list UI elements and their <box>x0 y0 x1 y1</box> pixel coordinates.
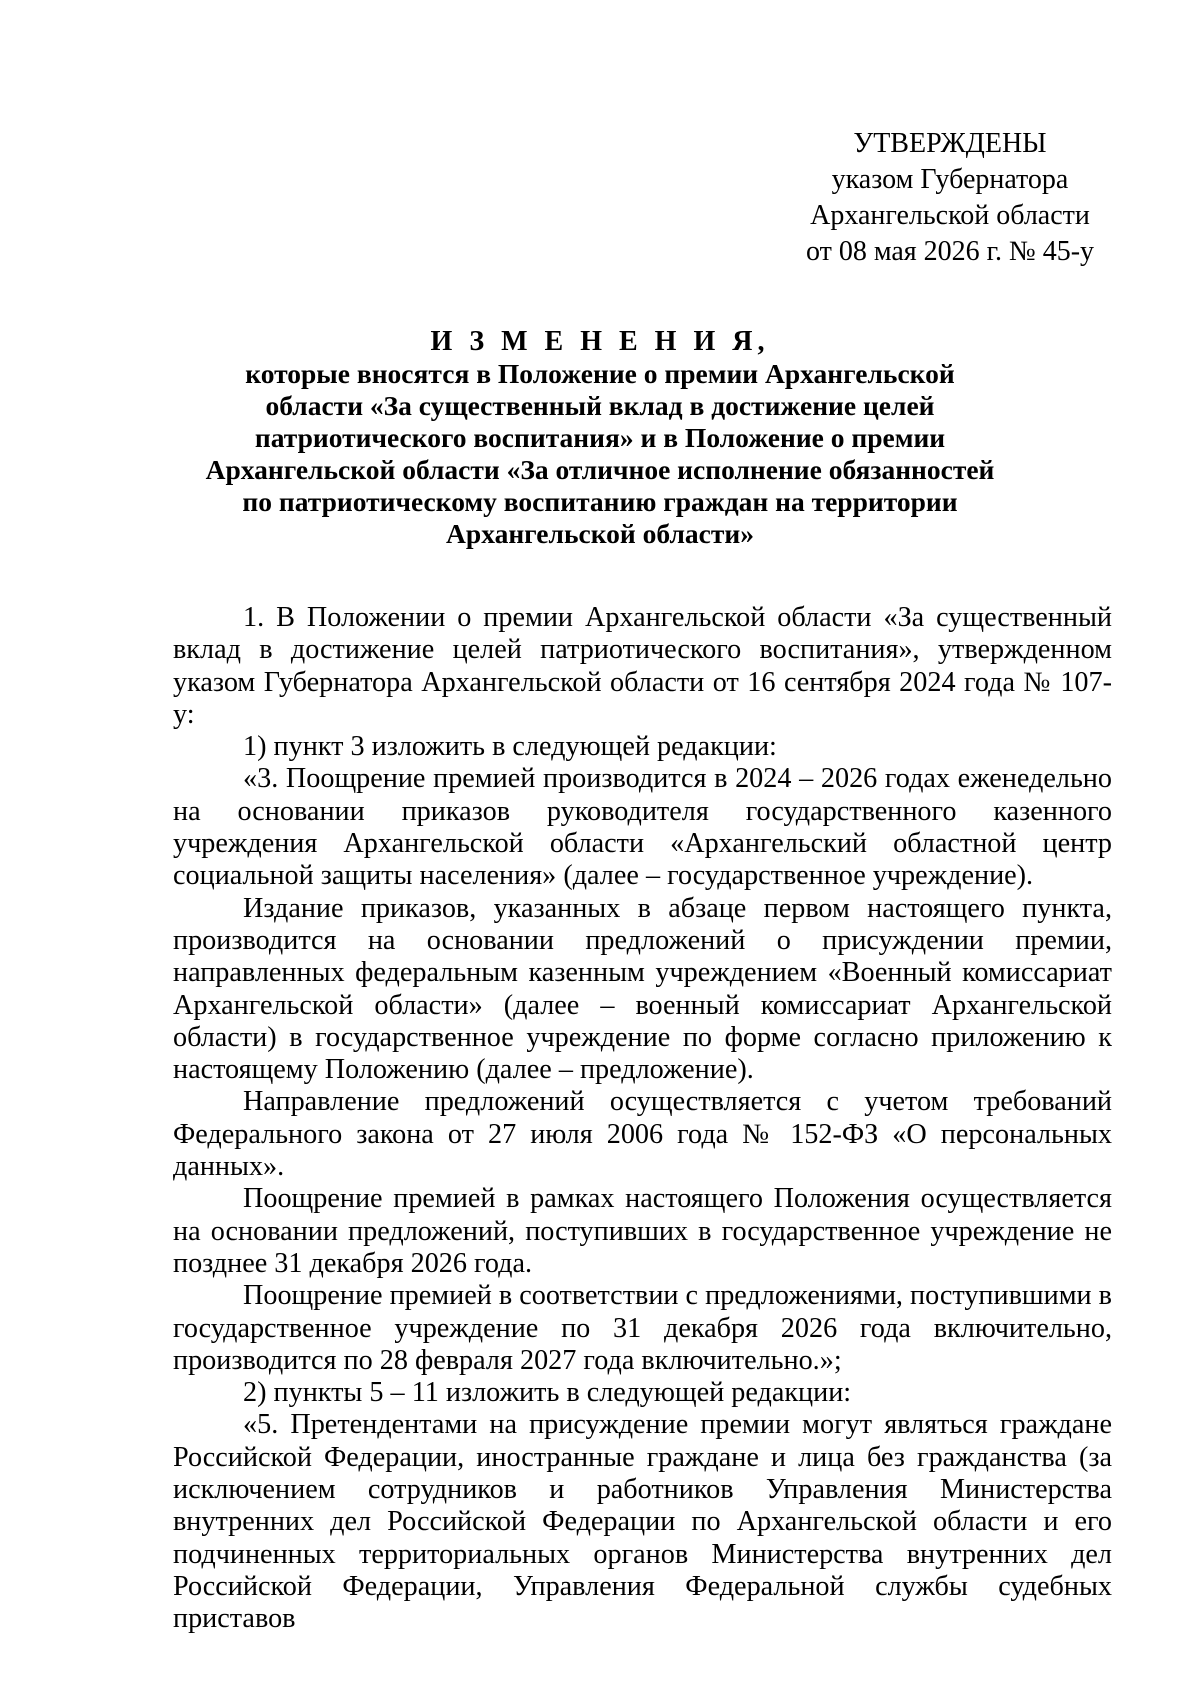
approval-line-decree: указом Губернатора <box>831 164 1069 195</box>
paragraph: «3. Поощрение премией производится в 2024 – 2026 годах еженедельно на основании приказов руководителя государственного казенного учреждения Архангельской области «Архангельский областной центр социальной защиты населения» (далее – государственное учреждение). <box>173 763 1112 892</box>
title-line: области «За существенный вклад в достижение целей <box>265 390 935 421</box>
paragraph: Направление предложений осуществляется с учетом требований Федерального закона от 27 июля 2006 года № 152-ФЗ «О персональных данных». <box>173 1086 1112 1183</box>
paragraph: 1. В Положении о премии Архангельской области «За существенный вклад в достижение целей патриотического воспитания», утвержденном указом Губернатора Архангельской области от 16 сентября 2024 года № 107-у: <box>173 602 1112 730</box>
paragraph: 1) пункт 3 изложить в следующей редакции: <box>243 731 777 763</box>
paragraph: Поощрение премией в соответствии с предложениями, поступившими в государственное учреждение по 31 декабря 2026 года включительно, производится по 28 февраля 2027 года включительно.»; <box>173 1280 1112 1376</box>
paragraph: «5. Претендентами на присуждение премии могут являться граждане Российской Федерации, иностранные граждане и лица без гражданства (за исключением сотрудников и работников Управления Министерства внутренних дел Российской Федерации по Архангельской области и его подчиненных территориальных органов Министерства внутренних дел Российской Федерации, Управления Федеральной службы судебных приставов <box>173 1409 1112 1635</box>
title-line: по патриотическому воспитанию граждан на территории <box>242 486 958 517</box>
approval-line-date-number: от 08 мая 2026 г. № 45-у <box>805 236 1095 267</box>
title-main: И З М Е Н Е Н И Я, <box>430 326 770 357</box>
paragraph: Издание приказов, указанных в абзаце первом настоящего пункта, производится на основании предложений о присуждении премии, направленных федеральным казенным учреждением «Военный комиссариат Архангельской области» (далее – военный комиссариат Архангельской области) в государственное учреждение по форме согласно приложению к настоящему Положению (далее – предложение). <box>173 892 1112 1086</box>
document-body <box>173 602 1112 1636</box>
document-title <box>170 326 1030 550</box>
title-line: Архангельской области «За отличное исполнение обязанностей <box>205 454 995 485</box>
title-line: патриотического воспитания» и в Положение о премии <box>254 422 946 453</box>
title-line: которые вносятся в Положение о премии Архангельской <box>245 358 955 389</box>
title-line: Архангельской области» <box>446 518 754 549</box>
approval-stamp <box>800 126 1100 270</box>
approval-line-approved: УТВЕРЖДЕНЫ <box>853 128 1047 159</box>
paragraph: 2) пункты 5 – 11 изложить в следующей редакции: <box>243 1377 852 1409</box>
paragraph: Поощрение премией в рамках настоящего Положения осуществляется на основании предложений, поступивших в государственное учреждение не позднее 31 декабря 2026 года. <box>173 1183 1112 1279</box>
approval-line-region: Архангельской области <box>810 200 1090 231</box>
